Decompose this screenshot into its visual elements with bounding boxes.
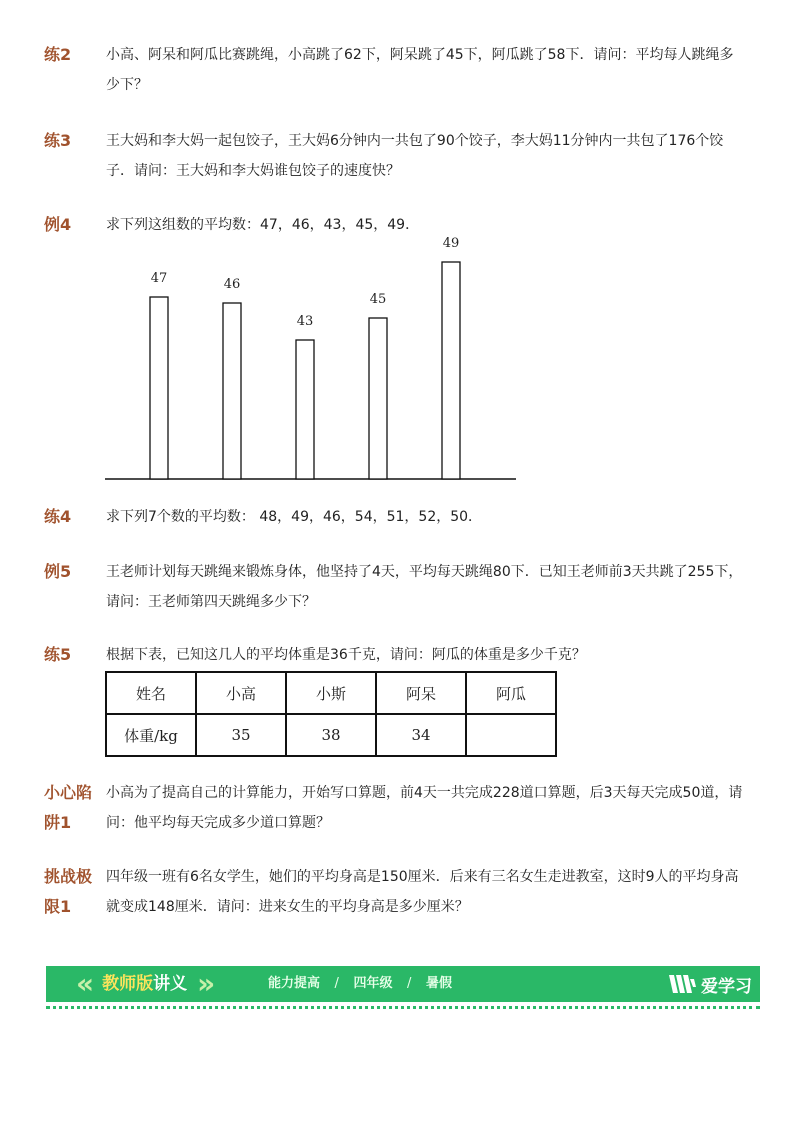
problem-label: 练3: [44, 131, 72, 150]
label-line: 阱1: [44, 813, 72, 832]
problem-lian4: [44, 502, 744, 534]
footer-title-highlight: 教师版: [102, 974, 154, 994]
problem-text: 根据下表，已知这几人的平均体重是36千克，请问：阿瓜的体重是多少千克？: [106, 647, 586, 663]
table-cell: 小高: [196, 672, 286, 714]
table-cell: 体重/kg: [106, 714, 196, 756]
chart-bar: [150, 297, 168, 479]
table-cell: [466, 714, 556, 756]
chart-bar: [223, 303, 241, 479]
footer-title: [102, 966, 187, 1002]
table-cell: 38: [286, 714, 376, 756]
footer-dotted-divider: [46, 1006, 760, 1009]
chart-bar: [369, 318, 387, 479]
problem-label: [44, 862, 100, 922]
problem-text: 小高为了提高自己的计算能力，开始写口算题，前4天一共完成228道口算题，后3天每天完成50道，请问：他平均每天完成多少道口算题？: [106, 785, 743, 831]
table-cell: 小斯: [286, 672, 376, 714]
problem-text: 四年级一班有6名女学生，她们的平均身高是150厘米．后来有三名女生走进教室，这时9人的平均身高就变成148厘米．请问：进来女生的平均身高是多少厘米？: [106, 869, 739, 915]
problem-text: 求下列7个数的平均数： 48，49，46，54，51，52，50．: [106, 509, 483, 525]
table-cell: 阿呆: [376, 672, 466, 714]
double-chevron-left-icon: «: [76, 967, 89, 1000]
brand-logo: [667, 966, 752, 1002]
table-cell: 姓名: [106, 672, 196, 714]
table-cell: 35: [196, 714, 286, 756]
chart-data-label: 47: [150, 271, 168, 286]
weight-table: [105, 671, 557, 757]
table-header-row: [106, 672, 556, 714]
problem-li5: [44, 557, 744, 619]
breadcrumb-separator: /: [407, 976, 412, 991]
breadcrumb-separator: /: [334, 976, 339, 991]
problem-text: 求下列这组数的平均数：47，46，43，45，49．: [106, 217, 420, 233]
footer-banner: [46, 966, 760, 1002]
brand-stripes-icon: [667, 973, 697, 995]
chart-data-label: 49: [442, 236, 460, 251]
problem-text: 小高、阿呆和阿瓜比赛跳绳，小高跳了62下，阿呆跳了45下，阿瓜跳了58下．请问：平均每人跳绳多少下？: [106, 47, 734, 93]
problem-text: 王老师计划每天跳绳来锻炼身体，他坚持了4天，平均每天跳绳80下．已知王老师前3天共跳了255下，请问：王老师第四天跳绳多少下？: [106, 564, 743, 610]
bar-chart: [100, 232, 520, 484]
label-line: 限1: [44, 897, 72, 916]
problem-label: 练5: [44, 645, 72, 664]
chart-data-label: 45: [369, 292, 387, 307]
bar-chart-svg: [100, 232, 520, 484]
problem-label: 练2: [44, 45, 72, 64]
chart-bar: [442, 262, 460, 479]
problem-lian2: [44, 40, 744, 102]
chart-data-label: 43: [296, 314, 314, 329]
breadcrumb-item: 暑假: [425, 976, 452, 991]
double-chevron-right-icon: »: [197, 967, 210, 1000]
problem-label: [44, 778, 100, 838]
table-cell: 34: [376, 714, 466, 756]
breadcrumb: [268, 966, 452, 1002]
chart-data-label: 46: [223, 277, 241, 292]
problem-lian3: [44, 126, 744, 188]
problem-lian5: [44, 640, 744, 672]
problem-text: 王大妈和李大妈一起包饺子，王大妈6分钟内一共包了90个饺子，李大妈11分钟内一共包了176个饺子．请问：王大妈和李大妈谁包饺子的速度快？: [106, 133, 724, 179]
footer-title-rest: 讲义: [153, 974, 188, 994]
problem-label: 练4: [44, 507, 72, 526]
problem-trap: [44, 778, 744, 840]
breadcrumb-item: 四年级: [353, 976, 393, 991]
problem-label: 例4: [44, 215, 72, 234]
footer-title-group: [46, 966, 209, 1002]
problem-challenge: [44, 862, 744, 924]
brand-text: 爱学习: [701, 976, 752, 997]
breadcrumb-item: 能力提高: [268, 976, 321, 991]
problem-label: 例5: [44, 562, 72, 581]
table-row: [106, 714, 556, 756]
table-cell: 阿瓜: [466, 672, 556, 714]
label-line: 小心陷: [44, 783, 93, 802]
chart-bar: [296, 340, 314, 479]
label-line: 挑战极: [44, 867, 93, 886]
